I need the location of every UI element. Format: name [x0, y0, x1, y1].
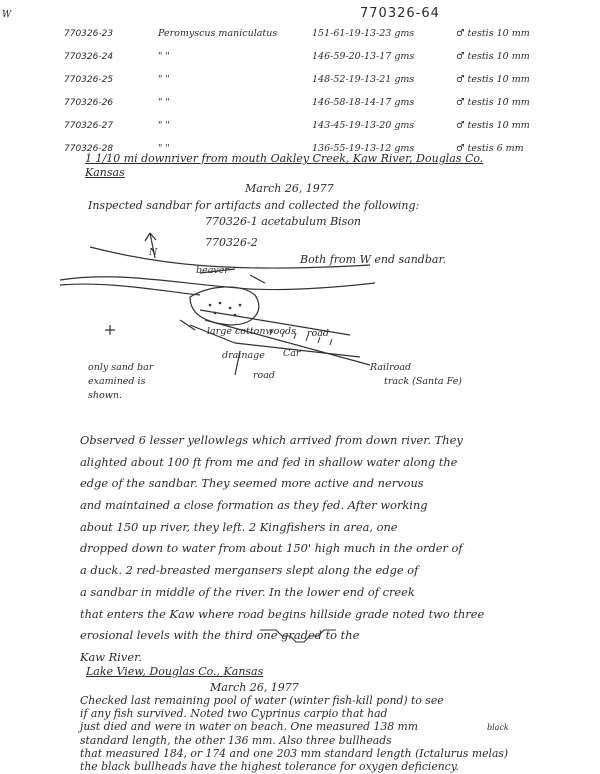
- lakeview-paragraph: [80, 694, 508, 773]
- specimen-measurements: 146-58-18-14-17 gms: [312, 97, 415, 108]
- sandbar-outline: [190, 287, 259, 325]
- specimen-sex: ♂ testis 10 mm: [456, 51, 530, 62]
- locality-line-2: Kansas: [85, 166, 125, 179]
- specimen-species: " ": [158, 120, 170, 131]
- erosional-levels-sketch: [258, 626, 338, 648]
- map-road-label-1: road: [307, 328, 330, 339]
- map-track-label: track (Santa Fe): [384, 376, 463, 387]
- specimen-sex: ♂ testis 10 mm: [456, 74, 530, 85]
- observation-line: edge of the sandbar. They seemed more active and nervous: [80, 476, 424, 491]
- specimen-species: " ": [158, 74, 170, 85]
- locality-2: Lake View, Douglas Co., Kansas: [86, 665, 264, 678]
- page-id: 770326-64: [360, 6, 440, 21]
- map-drainage-label: drainage: [222, 350, 265, 361]
- observation-line: about 150 up river, they left. 2 Kingfishers in area, one: [80, 519, 398, 534]
- item-1: 770326-1 acetabulum Bison: [205, 215, 362, 228]
- both-from-note: Both from W end sandbar.: [300, 253, 446, 266]
- observation-line: Kaw River.: [80, 649, 142, 664]
- lakeview-line: just died and were in water on beach. One measured 138 mm: [80, 720, 418, 734]
- map-cottonwoods-label: large cottonwoods: [207, 326, 297, 337]
- specimen-species: " ": [158, 97, 170, 108]
- specimen-sex: ♂ testis 10 mm: [456, 120, 530, 131]
- observation-line: alighted about 100 ft from me and fed in shallow water along the: [80, 454, 458, 469]
- specimen-id: 770326-26: [64, 97, 114, 108]
- date-1: March 26, 1977: [245, 182, 334, 195]
- observation-line: and maintained a close formation as they fed. After working: [80, 498, 428, 513]
- plus-mark: [105, 325, 115, 335]
- specimen-table: [62, 22, 538, 160]
- locality-line-1: 1 1/10 mi downriver from mouth Oakley Creek, Kaw River, Douglas Co.: [85, 152, 484, 165]
- specimen-measurements: 146-59-20-13-17 gms: [312, 51, 415, 62]
- river-bank-north: [90, 247, 370, 268]
- specimen-row: [62, 91, 538, 114]
- specimen-row: [62, 22, 538, 45]
- corner-mark: W: [2, 10, 12, 20]
- observation-line: erosional levels with the third one graded to the: [80, 628, 360, 643]
- specimen-id: 770326-27: [64, 120, 114, 131]
- map-railroad-label: Railroad: [370, 362, 412, 373]
- item-2: 770326-2: [205, 236, 258, 249]
- lakeview-line: the black bullheads have the highest tolerance for oxygen deficiency.: [80, 759, 459, 773]
- specimen-id: 770326-28: [64, 143, 114, 154]
- map-car-label: Car: [283, 348, 301, 359]
- map-road-label-2: road: [253, 370, 276, 381]
- specimen-row: [62, 45, 538, 68]
- lakeview-line: standard length, the other 136 mm. Also three bullheads: [80, 733, 392, 747]
- observation-line: a sandbar in middle of the river. In the lower end of creek: [80, 584, 415, 599]
- map-note-line-1: only sand bar: [88, 362, 154, 373]
- insert-black: black: [487, 723, 509, 732]
- map-note-line-2: examined is: [88, 376, 146, 387]
- map-beaver-label: beaver: [196, 265, 229, 276]
- specimen-species: " ": [158, 51, 170, 62]
- observation-line: that enters the Kaw where road begins hillside grade noted two three: [80, 606, 485, 621]
- specimen-id: 770326-25: [64, 74, 114, 85]
- specimen-sex: ♂ testis 10 mm: [456, 28, 530, 39]
- specimen-species: " ": [158, 143, 170, 154]
- observation-line: a duck. 2 red-breasted mergansers slept along the edge of: [80, 563, 419, 578]
- lakeview-line: Checked last remaining pool of water (winter fish-kill pond) to see: [80, 694, 444, 707]
- inspected-intro: Inspected sandbar for artifacts and collected the following:: [88, 199, 420, 212]
- lakeview-line: that measured 184, or 174 and one 203 mm standard length (Ictalurus melas): [80, 746, 509, 760]
- observation-line: dropped down to water from about 150' high much in the order of: [80, 541, 463, 556]
- map-note-line-3: shown.: [88, 390, 122, 401]
- specimen-row: [62, 114, 538, 137]
- specimen-species: Peromyscus maniculatus: [158, 28, 278, 39]
- observation-line: Observed 6 lesser yellowlegs which arrived from down river. They: [80, 433, 463, 447]
- specimen-measurements: 143-45-19-13-20 gms: [312, 120, 415, 131]
- specimen-sex: ♂ testis 6 mm: [456, 143, 524, 154]
- specimen-id: 770326-23: [64, 28, 114, 39]
- map-north-label: N: [149, 247, 158, 258]
- specimen-measurements: 148-52-19-13-21 gms: [312, 74, 415, 85]
- specimen-id: 770326-24: [64, 51, 114, 62]
- specimen-row: [62, 68, 538, 91]
- specimen-sex: ♂ testis 10 mm: [456, 97, 530, 108]
- date-2: March 26, 1977: [210, 681, 299, 694]
- lakeview-line: if any fish survived. Noted two Cyprinus carpio that had: [80, 707, 388, 721]
- specimen-measurements: 151-61-19-13-23 gms: [312, 28, 415, 39]
- specimen-measurements: 136-55-19-13-12 gms: [312, 143, 415, 154]
